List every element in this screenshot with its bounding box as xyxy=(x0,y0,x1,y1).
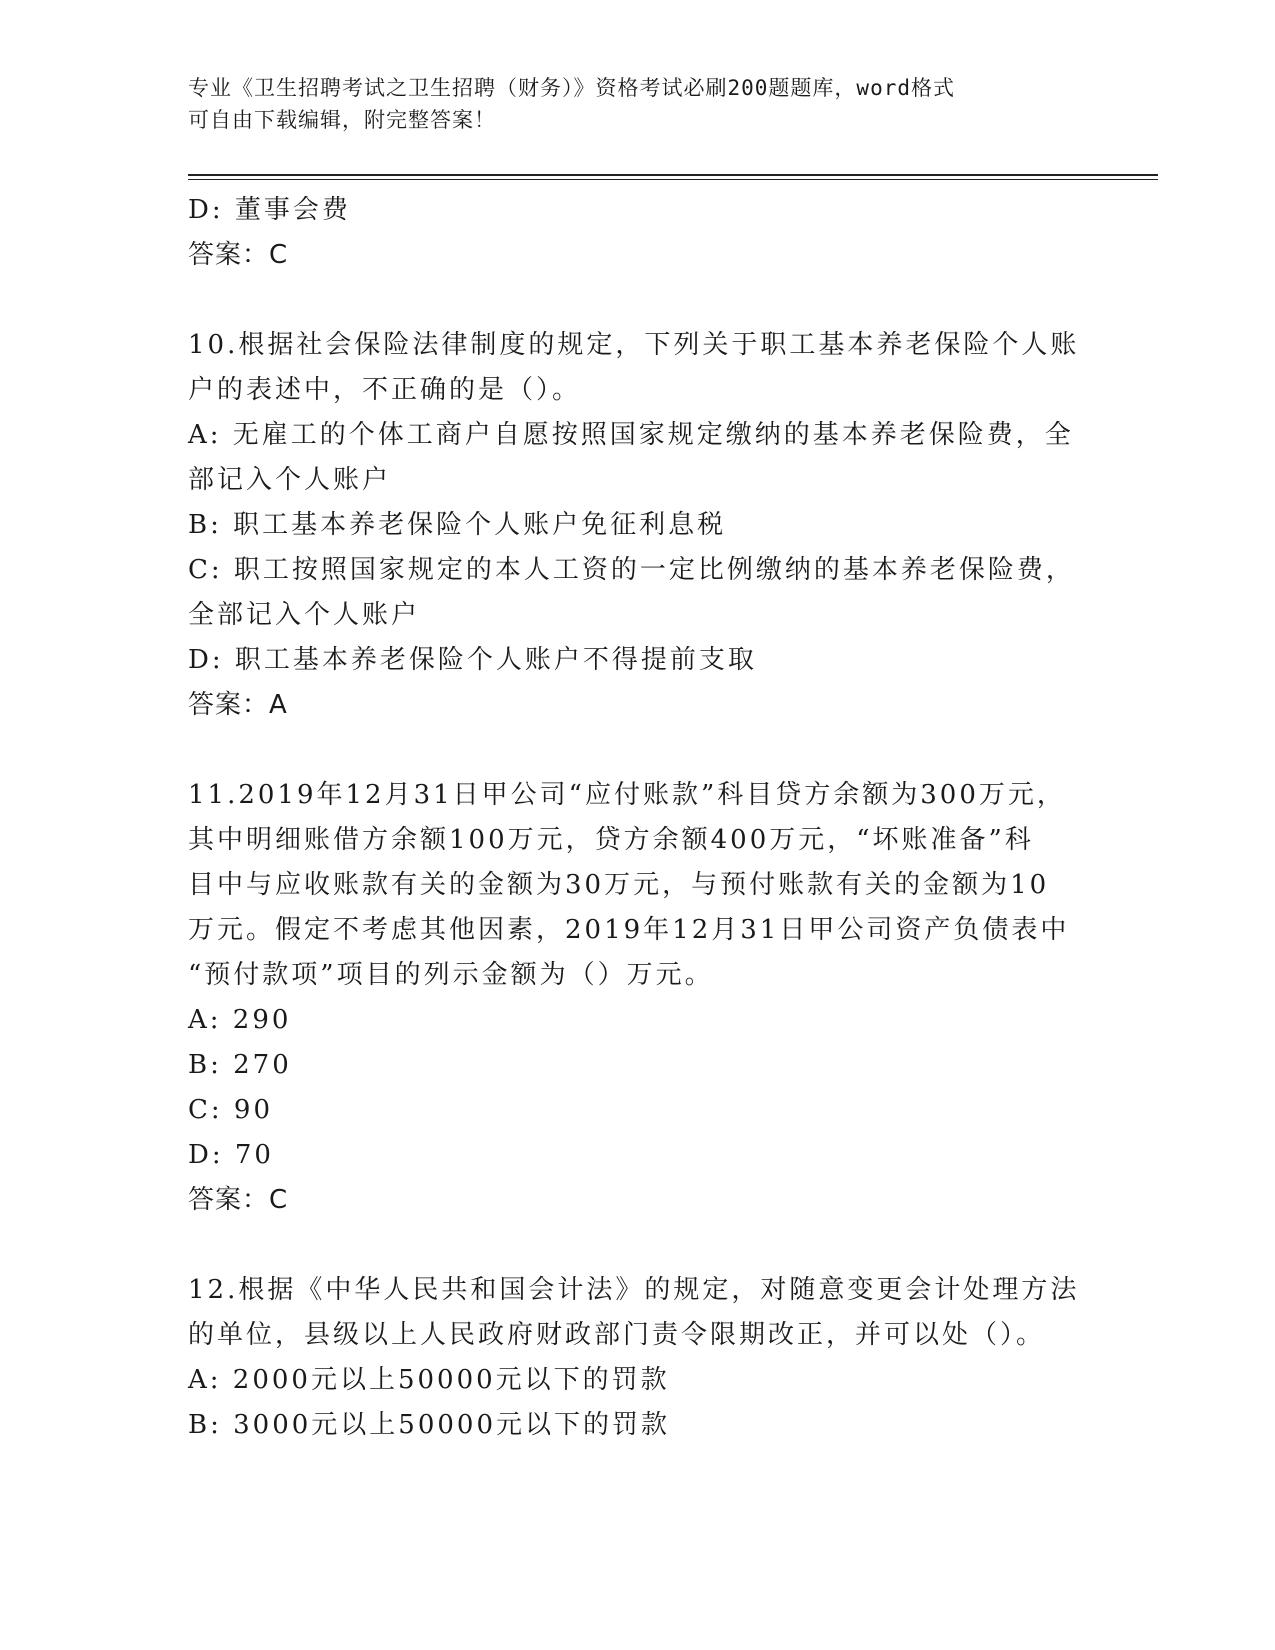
option-d: D: 董事会费 xyxy=(188,195,351,225)
option-d: D: 职工基本养老保险个人账户不得提前支取 xyxy=(188,645,757,675)
question-stem: 10.根据社会保险法律制度的规定，下列关于职工基本养老保险个人账 xyxy=(188,330,1080,360)
option-a: A: 无雇工的个体工商户自愿按照国家规定缴纳的基本养老保险费，全 xyxy=(188,420,1074,450)
question-stem: 12.根据《中华人民共和国会计法》的规定，对随意变更会计处理方法 xyxy=(188,1275,1080,1305)
question-stem: 万元。假定不考虑其他因素，2019年12月31日甲公司资产负债表中 xyxy=(188,915,1070,945)
option-c: C: 职工按照国家规定的本人工资的一定比例缴纳的基本养老保险费， xyxy=(188,555,1075,585)
option-b: B: 270 xyxy=(188,1050,292,1080)
option-b: B: 职工基本养老保险个人账户免征利息税 xyxy=(188,510,727,540)
header-line-2: 可自由下载编辑，附完整答案！ xyxy=(188,108,496,132)
question-stem: “预付款项”项目的列示金额为（）万元。 xyxy=(188,960,714,990)
header-rule-thick xyxy=(188,174,1158,176)
option-a: A: 290 xyxy=(188,1005,292,1035)
answer-label: 答案：C xyxy=(188,240,289,270)
option-d: D: 70 xyxy=(188,1140,274,1170)
option-b: B: 3000元以上50000元以下的罚款 xyxy=(188,1410,671,1440)
question-12 xyxy=(188,1268,1088,1448)
question-stem: 的单位，县级以上人民政府财政部门责令限期改正，并可以处（）。 xyxy=(188,1320,1046,1350)
option-c: 全部记入个人账户 xyxy=(188,600,421,630)
question-stem: 11.2019年12月31日甲公司“应付账款”科目贷方余额为300万元， xyxy=(188,780,1066,810)
answer-label: 答案：C xyxy=(188,1185,289,1215)
question-stem: 其中明细账借方余额100万元，贷方余额400万元，“坏账准备”科 xyxy=(188,825,1034,855)
option-a: 部记入个人账户 xyxy=(188,465,392,495)
header-rule-thin xyxy=(188,179,1158,180)
question-stem: 户的表述中，不正确的是（）。 xyxy=(188,375,582,405)
option-c: C: 90 xyxy=(188,1095,274,1125)
option-a: A: 2000元以上50000元以下的罚款 xyxy=(188,1365,670,1395)
answer-label: 答案：A xyxy=(188,690,288,720)
question-list xyxy=(188,188,1088,1448)
question-9-tail xyxy=(188,188,1088,278)
document-header xyxy=(188,72,1068,136)
header-line-1: 专业《卫生招聘考试之卫生招聘（财务）》资格考试必刷200题题库，word格式 xyxy=(188,76,955,100)
question-stem: 目中与应收账款有关的金额为30万元，与预付账款有关的金额为10 xyxy=(188,870,1050,900)
question-11 xyxy=(188,773,1088,1223)
question-10 xyxy=(188,323,1088,728)
